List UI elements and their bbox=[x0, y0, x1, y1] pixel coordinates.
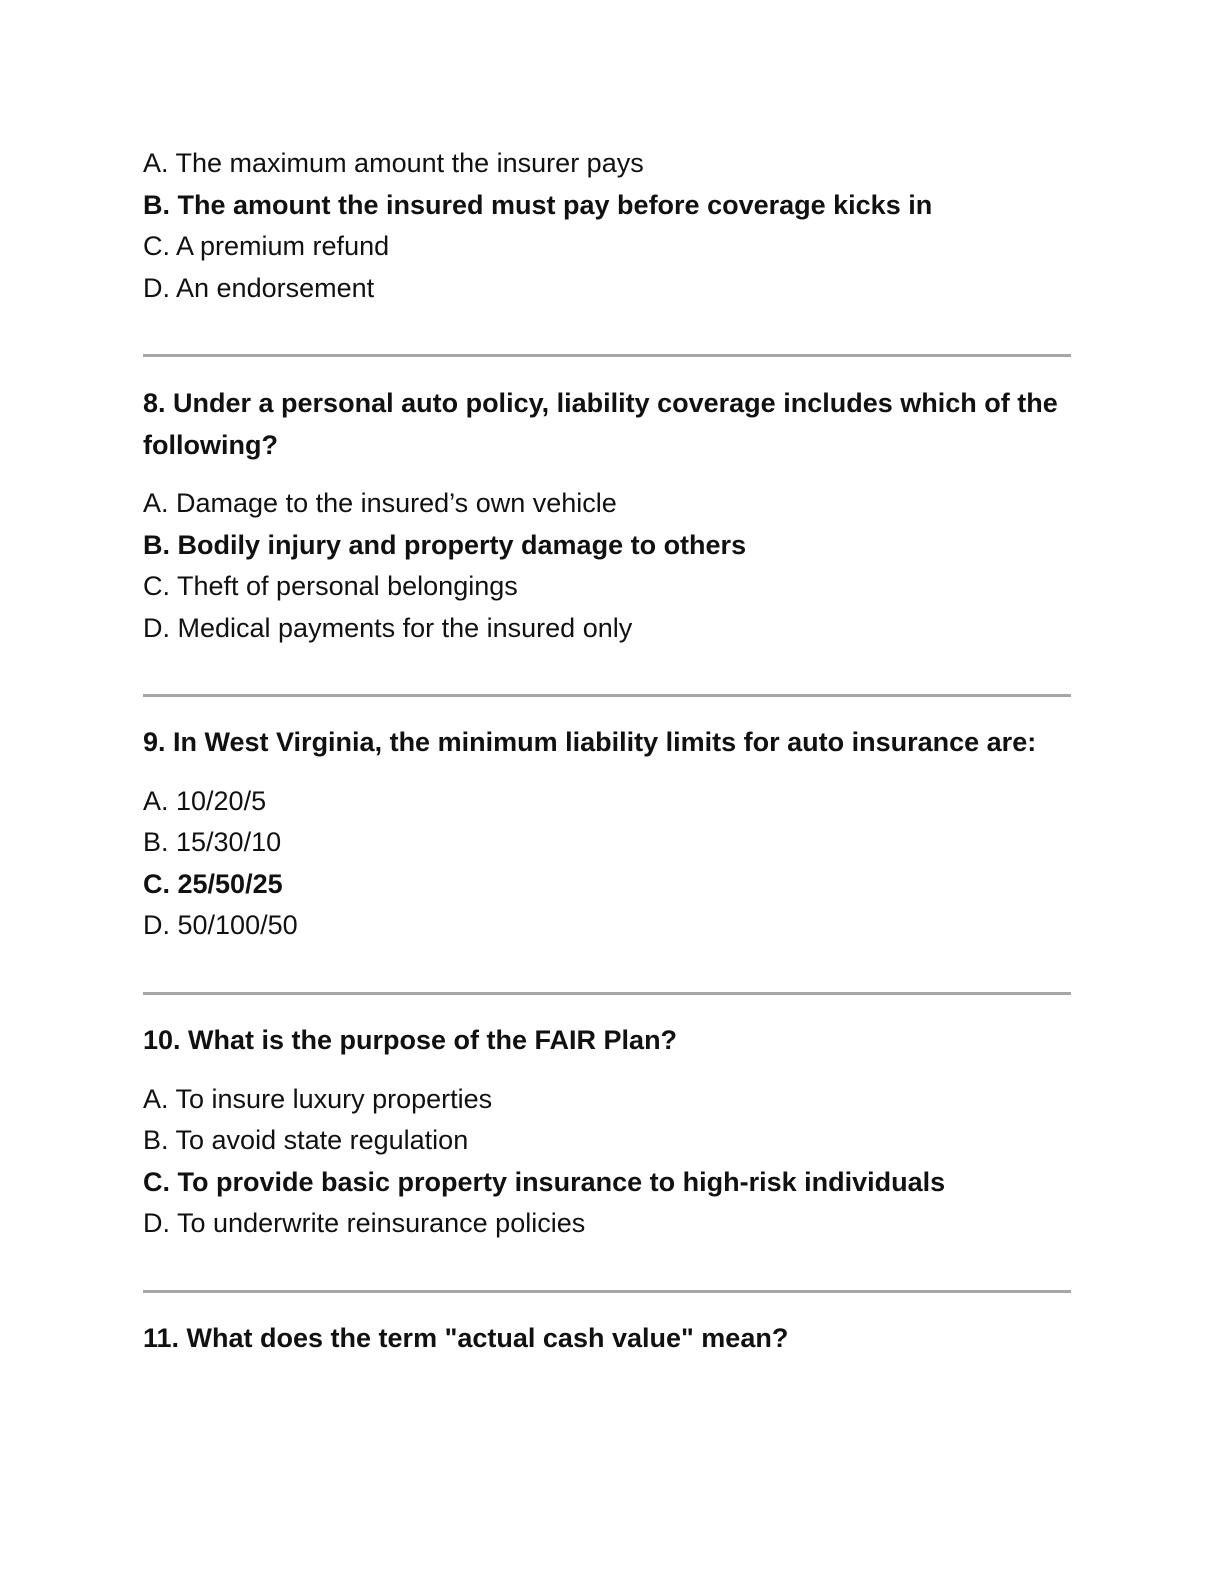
divider bbox=[143, 992, 1071, 995]
q8-option-c: C. Theft of personal belongings bbox=[143, 571, 518, 601]
question-10-title: 10. What is the purpose of the FAIR Plan? bbox=[143, 1025, 678, 1055]
option-prev-a: A. The maximum amount the insurer pays bbox=[143, 148, 644, 178]
option-prev-b-correct: B. The amount the insured must pay before coverage kicks in bbox=[143, 190, 933, 220]
q10-option-b: B. To avoid state regulation bbox=[143, 1125, 469, 1155]
question-11-title: 11. What does the term "actual cash value" mean? bbox=[143, 1323, 789, 1353]
q10-option-d: D. To underwrite reinsurance policies bbox=[143, 1208, 586, 1238]
question-8-title: 8. Under a personal auto policy, liability coverage includes which of the following? bbox=[143, 388, 1058, 460]
divider bbox=[143, 694, 1071, 697]
divider bbox=[143, 1290, 1071, 1293]
q9-option-b: B. 15/30/10 bbox=[143, 827, 282, 857]
q8-option-d: D. Medical payments for the insured only bbox=[143, 613, 633, 643]
option-prev-d: D. An endorsement bbox=[143, 273, 375, 303]
q8-option-a: A. Damage to the insured’s own vehicle bbox=[143, 488, 617, 518]
option-prev-c: C. A premium refund bbox=[143, 231, 390, 261]
divider bbox=[143, 354, 1071, 357]
q9-option-a: A. 10/20/5 bbox=[143, 786, 267, 816]
question-9-title: 9. In West Virginia, the minimum liability limits for auto insurance are: bbox=[143, 727, 1037, 757]
q9-option-d: D. 50/100/50 bbox=[143, 910, 298, 940]
q8-option-b-correct: B. Bodily injury and property damage to others bbox=[143, 530, 747, 560]
q10-option-c-correct: C. To provide basic property insurance to high-risk individuals bbox=[143, 1167, 946, 1197]
q10-option-a: A. To insure luxury properties bbox=[143, 1084, 493, 1114]
q9-option-c-correct: C. 25/50/25 bbox=[143, 869, 283, 899]
